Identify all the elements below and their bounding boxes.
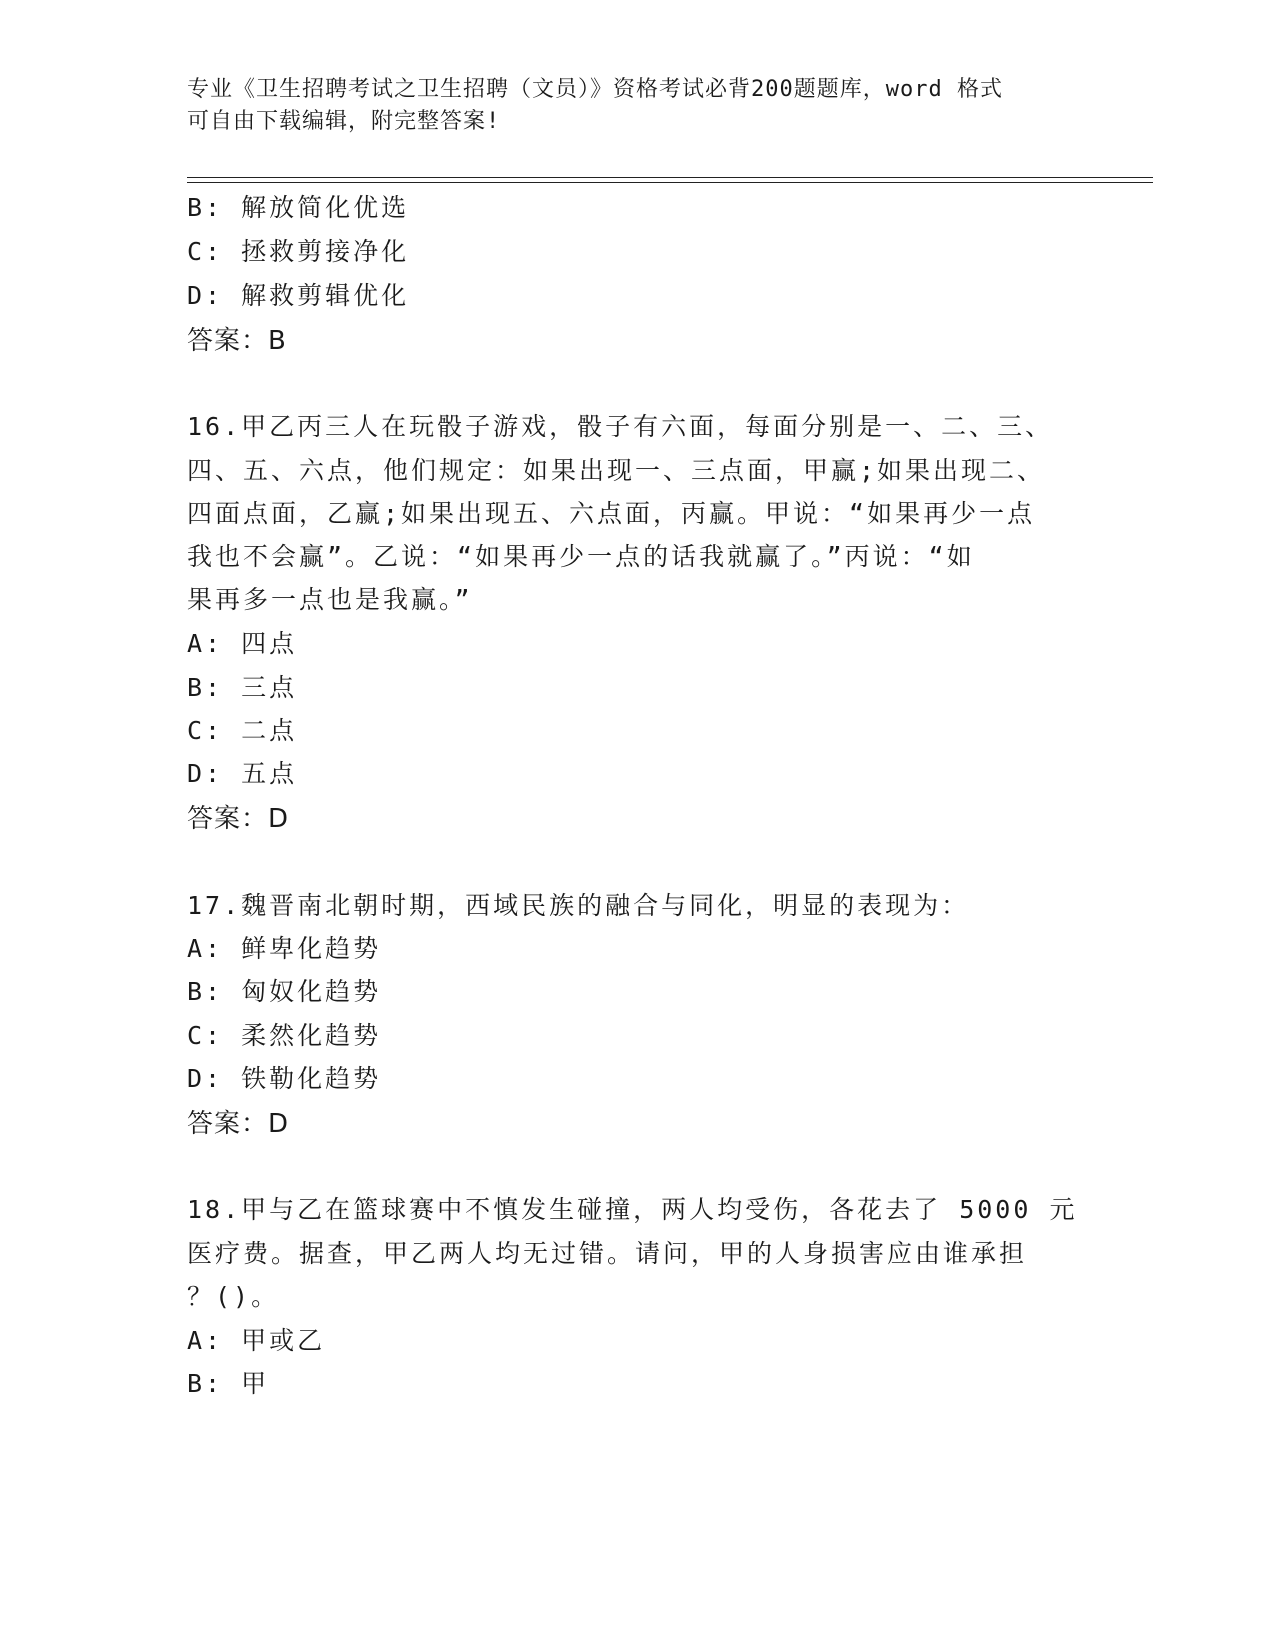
q16-stem-line-2: 四、五、六点，他们规定：如果出现一、三点面，甲赢;如果出现二、 bbox=[187, 456, 1046, 485]
q16-stem-line-4: 我也不会赢”。乙说：“如果再少一点的话我就赢了。”丙说：“如 bbox=[187, 542, 975, 571]
q16-option-c: C: 二点 bbox=[187, 716, 298, 745]
q18-option-b: B: 甲 bbox=[187, 1369, 270, 1398]
q18-option-a: A: 甲或乙 bbox=[187, 1326, 326, 1355]
q15-option-d: D: 解救剪辑优化 bbox=[187, 281, 410, 310]
q18-stem-line-3: ？()。 bbox=[187, 1282, 280, 1311]
q15-option-b: B: 解放简化优选 bbox=[187, 193, 410, 222]
header-divider-bottom bbox=[187, 182, 1153, 183]
q16-option-a: A: 四点 bbox=[187, 629, 298, 658]
q17-stem-line-1: 17.魏晋南北朝时期，西域民族的融合与同化，明显的表现为： bbox=[187, 891, 970, 920]
q16-stem-line-5: 果再多一点也是我赢。” bbox=[187, 585, 473, 614]
q17-option-b: B: 匈奴化趋势 bbox=[187, 977, 382, 1006]
header-title-line-2: 可自由下载编辑，附完整答案! bbox=[187, 109, 501, 134]
q17-option-a: A: 鲜卑化趋势 bbox=[187, 934, 382, 963]
q16-stem-line-1: 16.甲乙丙三人在玩骰子游戏，骰子有六面，每面分别是一、二、三、 bbox=[187, 412, 1054, 441]
header-divider-top bbox=[187, 177, 1153, 178]
q17-answer: 答案：D bbox=[187, 1109, 290, 1139]
q16-stem-line-3: 四面点面，乙赢;如果出现五、六点面，丙赢。甲说：“如果再少一点 bbox=[187, 499, 1036, 528]
q17-option-c: C: 柔然化趋势 bbox=[187, 1021, 382, 1050]
q17-option-d: D: 铁勒化趋势 bbox=[187, 1064, 382, 1093]
q15-option-c: C: 拯救剪接净化 bbox=[187, 237, 410, 266]
q18-stem-line-1: 18.甲与乙在篮球赛中不慎发生碰撞，两人均受伤，各花去了 5000 元 bbox=[187, 1195, 1078, 1224]
q16-answer: 答案：D bbox=[187, 804, 290, 834]
q18-stem-line-2: 医疗费。据查，甲乙两人均无过错。请问，甲的人身损害应由谁承担 bbox=[187, 1239, 1028, 1268]
document-header bbox=[187, 74, 1067, 138]
q15-answer: 答案：B bbox=[187, 326, 287, 356]
q16-option-b: B: 三点 bbox=[187, 673, 298, 702]
header-title-line-1: 专业《卫生招聘考试之卫生招聘（文员）》资格考试必背200题题库，word 格式 bbox=[187, 77, 1003, 102]
q16-option-d: D: 五点 bbox=[187, 759, 298, 788]
